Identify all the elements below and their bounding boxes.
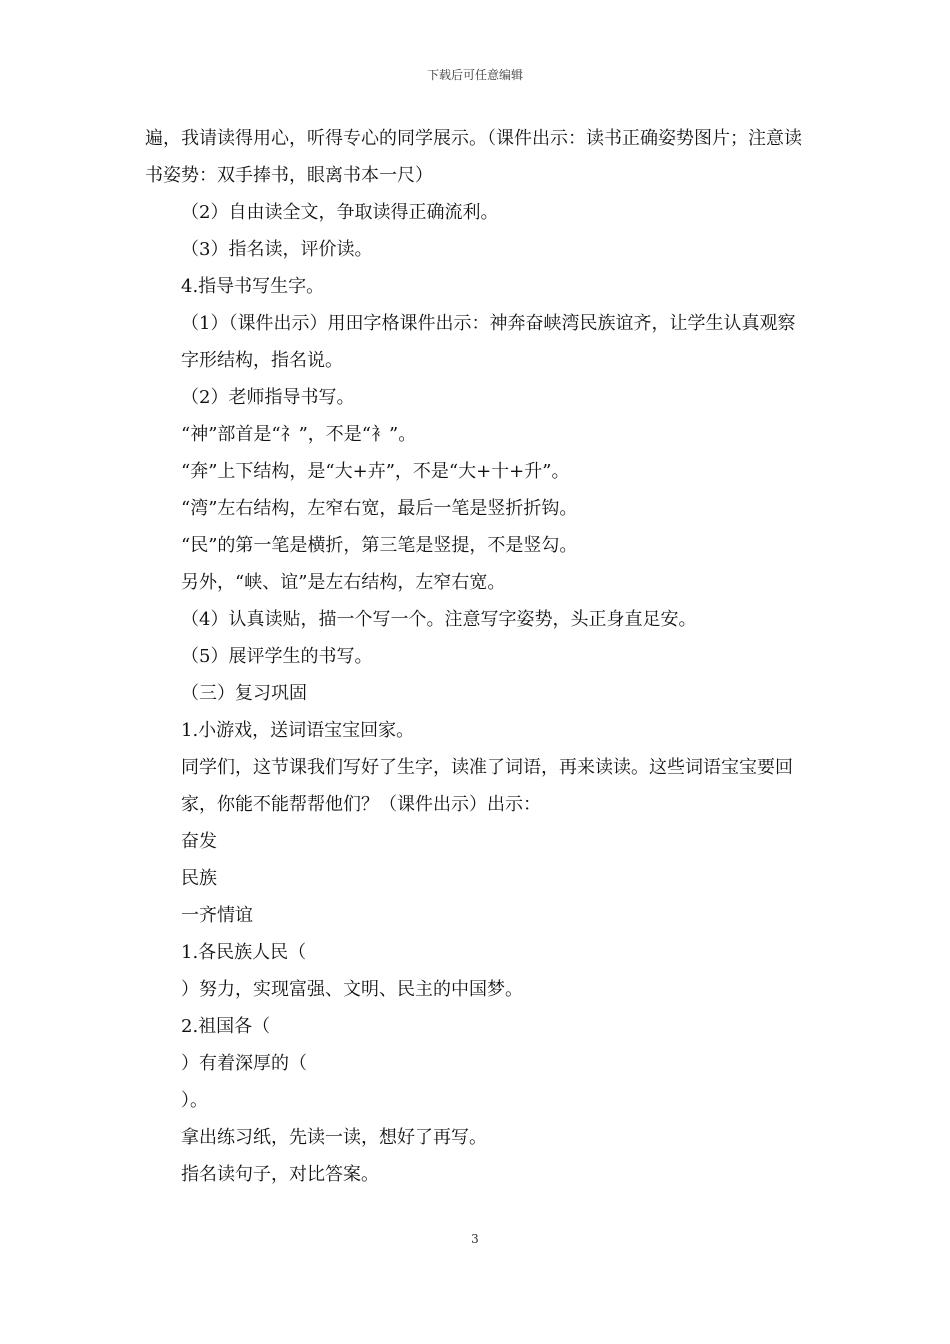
paragraph: （三）复习巩固 [181, 683, 307, 704]
paragraph: （4）认真读贴，描一个写一个。注意写字姿势，头正身直足安。 [181, 609, 697, 630]
paragraph: （3）指名读，评价读。 [181, 239, 373, 260]
paragraph: “奔”上下结构，是“大+卉”，不是“大+十+升”。 [181, 461, 570, 482]
page-number: 3 [471, 1232, 479, 1246]
paragraph: 民族 [181, 868, 217, 889]
paragraph: “湾”左右结构，左窄右宽，最后一笔是竖折折钩。 [181, 498, 578, 519]
paragraph: 另外，“峡、谊”是左右结构，左窄右宽。 [181, 572, 506, 593]
paragraph: 1.各民族人民（ [181, 942, 307, 963]
paragraph: 一齐情谊 [181, 905, 253, 926]
paragraph: 1.小游戏，送词语宝宝回家。 [181, 720, 415, 741]
paragraph: （2）自由读全文，争取读得正确流利。 [181, 202, 499, 223]
paragraph: 同学们，这节课我们写好了生字，读准了词语，再来读读。这些词语宝宝要回家，你能不能帮帮他们？（课件出示）出示： [181, 757, 793, 815]
paragraph: （2）老师指导书写。 [181, 387, 355, 408]
paragraph: “民”的第一笔是横折，第三笔是竖提，不是竖勾。 [181, 535, 578, 556]
paragraph: （5）展评学生的书写。 [181, 646, 373, 667]
paragraph: ）有着深厚的（ [181, 1053, 307, 1074]
paragraph: 4.指导书写生字。 [181, 276, 325, 297]
paragraph: 2.祖国各（ [181, 1016, 271, 1037]
page-header: 下载后可任意编辑 [426, 68, 523, 82]
paragraph: “神”部首是“礻”，不是“衤”。 [181, 424, 417, 445]
document-body [145, 120, 810, 1193]
paragraph: 指名读句子，对比答案。 [181, 1164, 379, 1185]
paragraph: 奋发 [181, 831, 217, 852]
paragraph: 遍，我请读得用心，听得专心的同学展示。（课件出示：读书正确姿势图片；注意读书姿势：双手捧书，眼离书本一尺） [145, 128, 802, 186]
paragraph: ）。 [181, 1090, 208, 1111]
paragraph: （1）（课件出示）用田字格课件出示：神奔奋峡湾民族谊齐，让学生认真观察字形结构，指名说。 [181, 313, 796, 371]
paragraph: 拿出练习纸，先读一读，想好了再写。 [181, 1127, 487, 1148]
paragraph: ）努力，实现富强、文明、民主的中国梦。 [181, 979, 523, 1000]
